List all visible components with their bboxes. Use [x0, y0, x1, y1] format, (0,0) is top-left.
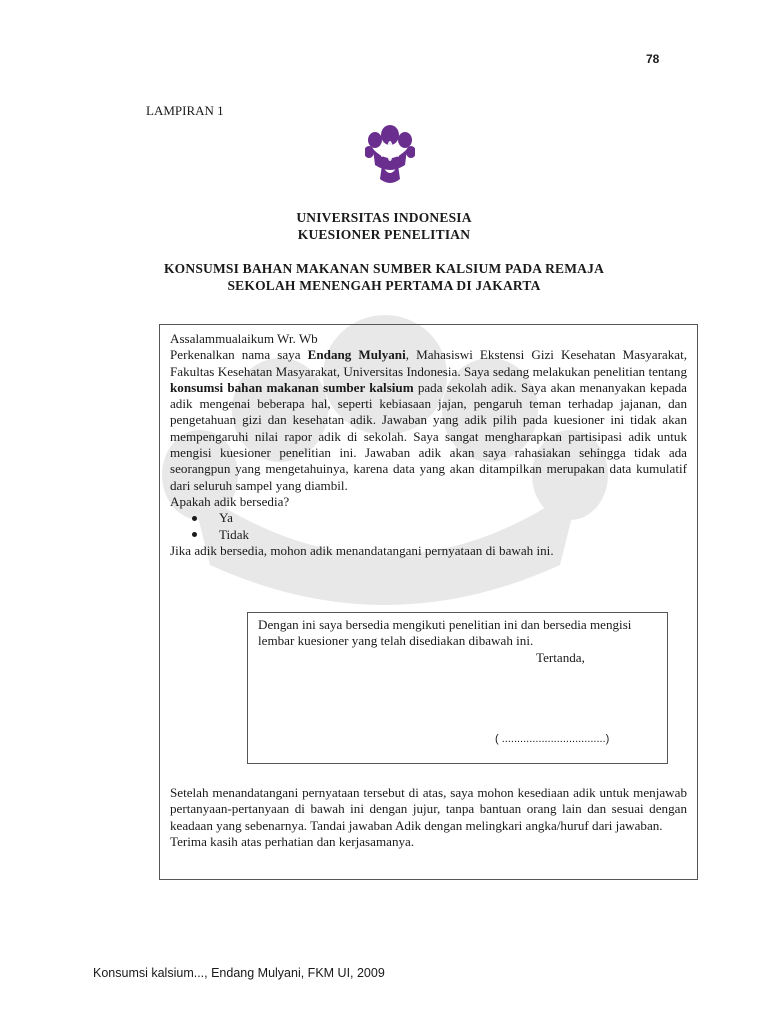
bullet-icon — [192, 532, 197, 537]
page-number: 78 — [646, 52, 660, 66]
option-label: Tidak — [219, 526, 250, 542]
researcher-name: Endang Mulyani — [307, 347, 406, 363]
intro-paragraph — [170, 347, 687, 494]
sign-instruction: Jika adik bersedia, mohon adik menandatangani pernyataan di bawah ini. — [170, 542, 554, 558]
signed-label: Tertanda, — [536, 650, 585, 665]
consent-box — [247, 612, 668, 764]
closing-text — [170, 785, 687, 850]
closing-instruction: Setelah menandatangani pernyataan tersebut di atas, saya mohon kesediaan adik untuk menjawab pertanyaan-pertanyaan di bawah ini dengan jujur, tanpa bantuan orang lain dan sesuai dengan keadaan yang sebenarnya. Tandai jawaban Adik dengan melingkari angka/huruf dari jawaban. — [170, 785, 687, 833]
makara-logo-icon — [365, 121, 415, 192]
option-tidak — [170, 527, 687, 543]
appendix-label: LAMPIRAN 1 — [146, 103, 224, 118]
greeting: Assalammualaikum Wr. Wb — [170, 331, 318, 346]
option-label: Ya — [219, 510, 233, 526]
bullet-icon — [192, 516, 197, 521]
footer-citation: Konsumsi kalsium..., Endang Mulyani, FKM UI, 2009 — [93, 966, 385, 980]
intro-text — [170, 331, 687, 559]
research-topic: konsumsi bahan makanan sumber kalsium — [170, 379, 414, 395]
option-ya — [170, 510, 687, 526]
closing-thanks: Terima kasih atas perhatian dan kerjasamanya. — [170, 833, 415, 849]
research-title-line-1: KONSUMSI BAHAN MAKANAN SUMBER KALSIUM PADA REMAJA — [163, 261, 605, 276]
intro-text-b: , Mahasiswi Ekstensi Gizi Kesehatan Masyarakat, Fakultas Kesehatan Masyarakat, Universitas Indonesia. Saya sedang melakukan penelitian tentang — [170, 347, 688, 379]
questionnaire-heading: KUESIONER PENELITIAN — [297, 227, 471, 242]
consent-statement: Dengan ini saya bersedia mengikuti penelitian ini dan bersedia mengisi lembar kuesioner yang telah disediakan dibawah ini. — [258, 617, 632, 649]
signature-line[interactable]: ( ..................................) — [495, 733, 610, 745]
university-heading: UNIVERSITAS INDONESIA — [296, 210, 472, 225]
intro-text-a: Perkenalkan nama saya — [170, 347, 308, 363]
research-title-line-2: SEKOLAH MENENGAH PERTAMA DI JAKARTA — [227, 278, 541, 293]
consent-question: Apakah adik bersedia? — [170, 493, 290, 509]
intro-text-c: pada sekolah adik. Saya akan menanyakan kepada adik mengenai beberapa hal, seperti kebiasaan jajan, pengaruh teman terhadap jajanan, dan pengetahuan gizi dan kesehatan adik. Jawaban yang adik pilih pada kuesioner ini tidak akan mempengaruhi nilai rapor adik di sekolah. Saya sangat mengharapkan partisipasi adik untuk mengisi kuesioner penelitian ini. Jawaban adik akan saya rahasiakan sehingga tidak ada seorangpun yang mengetahuinya, karena data yang akan ditampilkan merupakan data kumulatif dari seluruh sampel yang diambil. — [170, 379, 687, 493]
